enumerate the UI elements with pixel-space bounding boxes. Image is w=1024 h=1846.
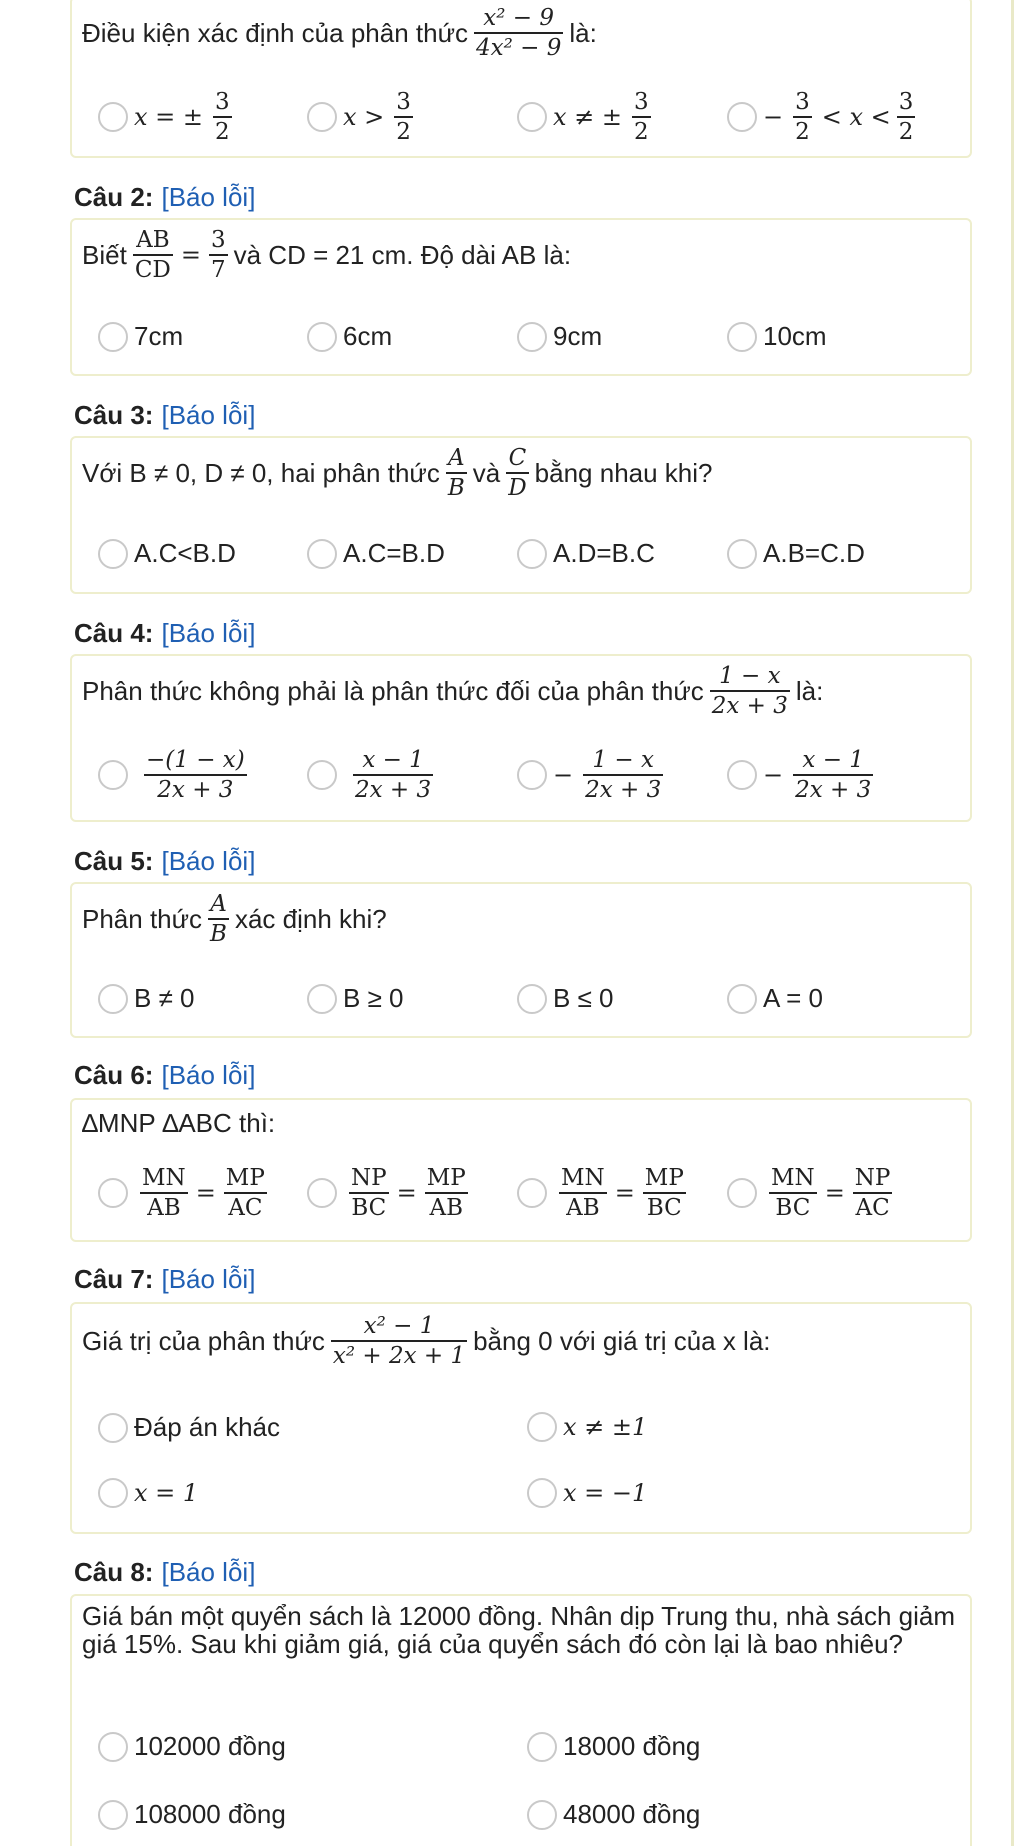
q5-option-c-label: B ≤ 0 (553, 983, 614, 1013)
q6-report-link[interactable]: [Báo lỗi] (161, 1060, 256, 1090)
q7-stem (82, 1312, 771, 1370)
q4-option-b[interactable] (307, 746, 439, 804)
frac-den: AB (566, 1195, 600, 1221)
q6-option-a[interactable] (98, 1164, 273, 1222)
frac-num: NP (854, 1165, 891, 1191)
q4-option-a[interactable] (98, 746, 253, 804)
radio-button[interactable] (517, 1178, 547, 1208)
frac-den: BC (646, 1195, 682, 1221)
radio-button[interactable] (98, 984, 128, 1014)
q2-stem (82, 226, 571, 284)
q5-option-c[interactable] (517, 983, 614, 1014)
frac-num: MP (426, 1165, 466, 1191)
q5-option-a[interactable] (98, 983, 195, 1014)
radio-button[interactable] (727, 760, 757, 790)
q6-option-c-fraction-2 (643, 1164, 686, 1222)
q6-stem-text: ∆MNP ∆ABC thì: (82, 1108, 276, 1138)
radio-button[interactable] (727, 102, 757, 132)
q3-option-a[interactable] (98, 538, 236, 569)
q8-option-c-label: 108000 đồng (134, 1799, 286, 1829)
q5-stem-fraction (208, 890, 229, 948)
q5-card (70, 882, 972, 1038)
q8-card (70, 1594, 972, 1846)
frac-den: 2 (795, 119, 810, 145)
q6-option-b-fraction-1 (349, 1164, 389, 1222)
q1-stem-text: Điều kiện xác định của phân thức (82, 17, 468, 48)
q8-header (74, 1557, 255, 1588)
q3-stem (82, 444, 713, 502)
q7-stem-fraction (331, 1312, 467, 1370)
q3-option-d[interactable] (727, 538, 865, 569)
frac-num: −(1 − x) (146, 747, 245, 773)
q1-option-b[interactable] (307, 88, 419, 146)
q6-option-b[interactable] (307, 1164, 474, 1222)
q5-option-b[interactable] (307, 983, 404, 1014)
q3-report-link[interactable]: [Báo lỗi] (161, 400, 256, 430)
frac-den: AC (228, 1195, 263, 1221)
radio-button[interactable] (98, 1478, 128, 1508)
q2-option-d-label: 10cm (763, 321, 827, 351)
frac-den: AB (147, 1195, 181, 1221)
q2-card (70, 218, 972, 376)
q7-report-link[interactable]: [Báo lỗi] (161, 1264, 256, 1294)
q2-option-c[interactable] (517, 321, 602, 352)
radio-button[interactable] (527, 1412, 557, 1442)
q5-option-d[interactable] (727, 983, 823, 1014)
q3-option-d-label: A.B=C.D (763, 538, 865, 568)
frac-den: AB (429, 1195, 463, 1221)
q5-option-d-label: A = 0 (763, 983, 823, 1013)
frac-num: x − 1 (362, 747, 424, 773)
q3-option-c-label: A.D=B.C (553, 538, 655, 568)
q3-option-b[interactable] (307, 538, 445, 569)
frac-den: 2 (396, 119, 411, 145)
frac-den: BC (775, 1195, 811, 1221)
q4-option-a-fraction (144, 746, 247, 804)
frac-den: 2x + 3 (711, 693, 788, 719)
q6-option-c-fraction-1 (559, 1164, 607, 1222)
q4-card (70, 654, 972, 822)
frac-num: 3 (210, 227, 226, 253)
radio-button[interactable] (307, 102, 337, 132)
radio-button[interactable] (307, 539, 337, 569)
q5-stem-prefix: Phân thức (82, 903, 203, 934)
q4-option-c[interactable] (517, 746, 669, 804)
q6-card (70, 1098, 972, 1242)
q5-header (74, 846, 255, 877)
radio-button[interactable] (527, 1732, 557, 1762)
frac-num: 3 (898, 89, 914, 115)
q6-stem (82, 1108, 275, 1139)
frac-num: 3 (215, 89, 230, 115)
q8-option-d[interactable] (527, 1799, 700, 1830)
q2-stem-fraction-2 (209, 226, 228, 284)
q4-header (74, 618, 255, 649)
q5-option-a-label: B ≠ 0 (134, 983, 195, 1013)
q7-card (70, 1302, 972, 1534)
q1-option-a-pre: x = ± (134, 103, 204, 131)
radio-button[interactable] (98, 760, 128, 790)
q2-option-b[interactable] (307, 321, 392, 352)
radio-button[interactable] (307, 984, 337, 1014)
q4-option-c-fraction (583, 746, 663, 804)
frac-den: 2 (215, 119, 230, 145)
frac-den: B (210, 921, 227, 947)
radio-button[interactable] (527, 1800, 557, 1830)
q6-option-d-fraction-2 (853, 1164, 893, 1222)
frac-num: MN (561, 1165, 605, 1191)
q1-stem-suffix: là: (569, 17, 597, 48)
equals-sign: = (824, 1179, 845, 1207)
frac-den: 7 (210, 257, 226, 283)
equals-sign: = (396, 1179, 417, 1207)
radio-button[interactable] (517, 322, 547, 352)
frac-den: 2x + 3 (355, 777, 432, 803)
q8-option-b[interactable] (527, 1731, 700, 1762)
radio-button[interactable] (98, 1413, 128, 1443)
frac-den: 2 (898, 119, 914, 145)
q7-option-a[interactable] (98, 1412, 280, 1443)
q2-option-a-label: 7cm (134, 321, 184, 351)
radio-button[interactable] (307, 1178, 337, 1208)
frac-den: B (447, 475, 465, 501)
q7-option-c-label: x = 1 (134, 1479, 199, 1507)
q1-card (70, 0, 972, 158)
q7-option-d[interactable] (527, 1478, 647, 1508)
q8-report-link[interactable]: [Báo lỗi] (161, 1557, 256, 1587)
q1-option-c-fraction (632, 88, 651, 146)
q6-option-d-fraction-1 (769, 1164, 817, 1222)
q3-option-c[interactable] (517, 538, 655, 569)
q3-stem-fraction-2 (506, 444, 528, 502)
q1-option-c[interactable] (517, 88, 657, 146)
q8-stem-text: Giá bán một quyển sách là 12000 đồng. Nhân dịp Trung thu, nhà sách giảm giá 15%. Sau khi giảm giá, giá của quyển sách đó còn lại là bao nhiêu? (82, 1601, 956, 1659)
q7-header (74, 1264, 255, 1295)
radio-button[interactable] (98, 1732, 128, 1762)
frac-num: A (447, 445, 465, 471)
q1-option-c-pre: x ≠ ± (553, 103, 623, 131)
q4-stem-suffix: là: (795, 675, 824, 706)
q6-option-d[interactable] (727, 1164, 898, 1222)
q1-frac-num: x² − 9 (483, 5, 555, 31)
q2-option-c-label: 9cm (553, 321, 603, 351)
q3-stem-prefix: Với B ≠ 0, D ≠ 0, hai phân thức (82, 457, 440, 488)
q2-option-a[interactable] (98, 321, 183, 352)
radio-button[interactable] (527, 1478, 557, 1508)
q2-label: Câu 2: (74, 182, 154, 212)
q7-option-d-label: x = −1 (563, 1479, 648, 1507)
q7-option-b-label: x ≠ ±1 (563, 1413, 648, 1441)
frac-den: CD (134, 257, 171, 283)
q7-stem-suffix: bằng 0 với giá trị của x là: (473, 1325, 771, 1356)
q8-option-d-label: 48000 đồng (563, 1799, 701, 1829)
frac-den: BC (351, 1195, 387, 1221)
q4-label: Câu 4: (74, 618, 154, 648)
equals-sign: = (195, 1179, 216, 1207)
q4-option-d[interactable] (727, 746, 879, 804)
q2-report-link[interactable]: [Báo lỗi] (161, 182, 256, 212)
q2-stem-suffix: và CD = 21 cm. Độ dài AB là: (233, 239, 572, 270)
q6-label: Câu 6: (74, 1060, 154, 1090)
radio-button[interactable] (307, 322, 337, 352)
q4-stem (82, 662, 823, 720)
q1-option-d-fraction-2 (897, 88, 916, 146)
frac-num: MN (142, 1165, 186, 1191)
frac-num: NP (351, 1165, 387, 1191)
q7-option-b[interactable] (527, 1412, 647, 1442)
q4-option-b-fraction (353, 746, 433, 804)
frac-num: 3 (795, 89, 810, 115)
q2-stem-prefix: Biết (82, 239, 127, 270)
frac-num: C (508, 445, 527, 471)
q2-option-d[interactable] (727, 321, 827, 352)
q8-stem (82, 1602, 962, 1658)
frac-num: AB (136, 227, 170, 253)
frac-num: x − 1 (802, 747, 864, 773)
q5-report-link[interactable]: [Báo lỗi] (161, 846, 256, 876)
radio-button[interactable] (98, 102, 128, 132)
q1-option-b-fraction (394, 88, 413, 146)
q8-option-a-label: 102000 đồng (134, 1731, 286, 1761)
radio-button[interactable] (98, 1178, 128, 1208)
radio-button[interactable] (307, 760, 337, 790)
q6-option-b-fraction-2 (425, 1164, 468, 1222)
q4-option-c-pre: − (553, 761, 574, 789)
q2-stem-fraction-1 (133, 226, 173, 284)
q1-option-a[interactable] (98, 88, 238, 146)
q2-header (74, 182, 255, 213)
q5-label: Câu 5: (74, 846, 154, 876)
frac-den: x² + 2x + 1 (332, 1343, 466, 1369)
radio-button[interactable] (517, 984, 547, 1014)
q4-option-d-pre: − (763, 761, 784, 789)
equals-sign: = (614, 1179, 635, 1207)
q4-stem-fraction (710, 662, 790, 720)
q3-header (74, 400, 255, 431)
frac-num: A (210, 891, 227, 917)
radio-button[interactable] (727, 1178, 757, 1208)
radio-button[interactable] (98, 539, 128, 569)
q8-option-c[interactable] (98, 1799, 286, 1830)
frac-num: 1 − x (719, 663, 781, 689)
frac-num: 3 (634, 89, 649, 115)
q2-stem-eq: = (180, 241, 201, 269)
frac-den: 2x + 3 (157, 777, 234, 803)
q8-label: Câu 8: (74, 1557, 154, 1587)
q1-stem-fraction (474, 4, 563, 62)
q3-stem-mid: và (472, 457, 501, 488)
q6-header (74, 1060, 255, 1091)
q2-option-b-label: 6cm (343, 321, 393, 351)
radio-button[interactable] (517, 760, 547, 790)
q1-option-d-mid: < x < (821, 103, 891, 131)
frac-num: MP (225, 1165, 265, 1191)
frac-num: MP (644, 1165, 684, 1191)
q7-option-c[interactable] (98, 1478, 198, 1508)
radio-button[interactable] (517, 539, 547, 569)
q1-option-d[interactable] (727, 88, 921, 146)
q4-report-link[interactable]: [Báo lỗi] (161, 618, 256, 648)
q1-stem (82, 4, 597, 62)
frac-den: 2x + 3 (795, 777, 872, 803)
q3-stem-fraction-1 (446, 444, 467, 502)
frac-num: x² − 1 (363, 1313, 435, 1339)
q1-frac-den: 4x² − 9 (475, 35, 562, 61)
q3-card (70, 436, 972, 594)
q5-stem-suffix: xác định khi? (234, 903, 387, 934)
frac-num: 3 (396, 89, 411, 115)
radio-button[interactable] (98, 1800, 128, 1830)
q7-stem-prefix: Giá trị của phân thức (82, 1325, 325, 1356)
radio-button[interactable] (517, 102, 547, 132)
frac-den: D (508, 475, 527, 501)
frac-num: MN (771, 1165, 815, 1191)
q5-stem (82, 890, 387, 948)
frac-den: 2 (634, 119, 649, 145)
q5-option-b-label: B ≥ 0 (343, 983, 404, 1013)
q7-label: Câu 7: (74, 1264, 154, 1294)
q3-option-a-label: A.C<B.D (134, 538, 236, 568)
q7-option-a-label: Đáp án khác (134, 1412, 280, 1442)
q4-option-d-fraction (793, 746, 873, 804)
q8-option-a[interactable] (98, 1731, 286, 1762)
radio-button[interactable] (727, 322, 757, 352)
q4-stem-text: Phân thức không phải là phân thức đối của phân thức (82, 675, 704, 706)
q8-option-b-label: 18000 đồng (563, 1731, 701, 1761)
q3-option-b-label: A.C=B.D (343, 538, 445, 568)
q6-option-a-fraction-2 (224, 1164, 267, 1222)
radio-button[interactable] (98, 322, 128, 352)
q1-option-d-pre: − (763, 103, 784, 131)
q1-option-b-pre: x > (343, 103, 385, 131)
q1-option-a-fraction (213, 88, 232, 146)
radio-button[interactable] (727, 539, 757, 569)
frac-den: 2x + 3 (585, 777, 662, 803)
q3-label: Câu 3: (74, 400, 154, 430)
frac-den: AC (855, 1195, 890, 1221)
radio-button[interactable] (727, 984, 757, 1014)
frac-num: 1 − x (592, 747, 654, 773)
q6-option-c[interactable] (517, 1164, 692, 1222)
q6-option-a-fraction-1 (140, 1164, 188, 1222)
q3-stem-suffix: bằng nhau khi? (534, 457, 713, 488)
q1-option-d-fraction-1 (793, 88, 812, 146)
